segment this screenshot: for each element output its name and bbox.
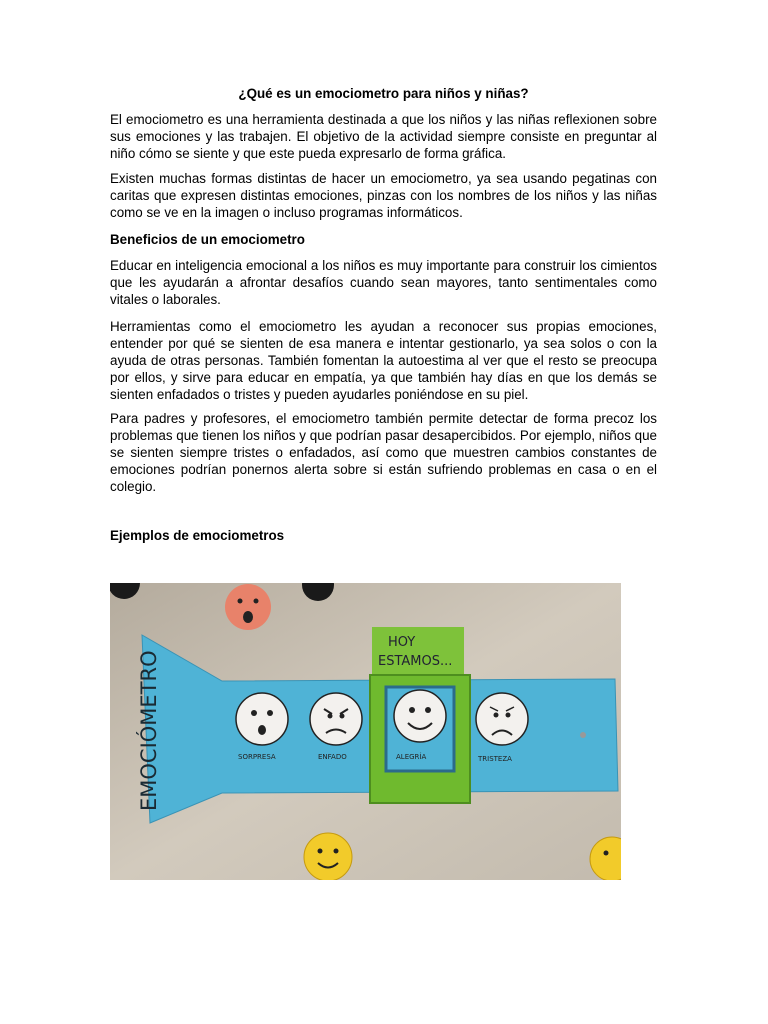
label-tristeza: TRISTEZA <box>478 755 512 763</box>
heading-benefits: Beneficios de un emociometro <box>110 232 305 247</box>
label-alegria: ALEGRÍA <box>396 753 427 761</box>
pin <box>580 732 586 738</box>
yellow-face-sticker <box>304 833 352 880</box>
label-enfado: ENFADO <box>318 753 347 761</box>
paragraph-intro: El emociometro es una herramienta destinada a que los niños y las niñas reflexionen sobre sus emociones y las trabajen. El objetivo de la actividad siempre consiste en preguntar al niño cómo se siente y que este pueda expresarlo de forma gráfica. <box>110 112 657 161</box>
heading-examples: Ejemplos de emociometros <box>110 528 285 543</box>
document-title: ¿Qué es un emociometro para niños y niñas? <box>238 86 529 101</box>
paragraph-education: Educar en inteligencia emocional a los niños es muy importante para construir los cimientos que les ayudarán a afrontar desafíos cuando sean mayores, tanto sentimentales como vitales o laborales. <box>110 258 657 307</box>
label-sorpresa: SORPRESA <box>238 753 276 761</box>
paragraph-forms: Existen muchas formas distintas de hacer un emociometro, ya sea usando pegatinas con caritas que expresen distintas emociones, pinzas con los nombres de los niños y las niñas como se ve en la imagen o incluso programas informáticos. <box>110 171 657 220</box>
hoy-estamos-sign <box>372 627 464 677</box>
paragraph-parents: Para padres y profesores, el emociometro también permite detectar de forma precoz los problemas que tienen los niños y que podrían pasar desapercibidos. Por ejemplo, niños que se sienten siempre tristes o enfadados, así como que muestren cambios constantes de emociones podrían ponernos alerta sobre si están sufriendo problemas en casa o en el colegio. <box>110 411 657 494</box>
pink-face-sticker <box>225 584 271 630</box>
sign-text-line2: ESTAMOS... <box>378 654 453 669</box>
emociometro-photo <box>110 583 621 880</box>
emociometro-vertical-label: EMOCIÓMETRO <box>137 650 161 811</box>
paragraph-tools: Herramientas como el emociometro les ayudan a reconocer sus propias emociones, entender por qué se sienten de esa manera e intentar gestionarlo, ya sea solos o con la ayuda de otras personas. También fomentan la autoestima al ver que el resto se preocupa por ellos, y sirve para educar en empatía, ya que también hay días en que los demás se sienten enfadados o tristes y pueden ayudarles poniéndose en su piel. <box>110 319 657 402</box>
sign-text-line1: HOY <box>388 635 416 650</box>
